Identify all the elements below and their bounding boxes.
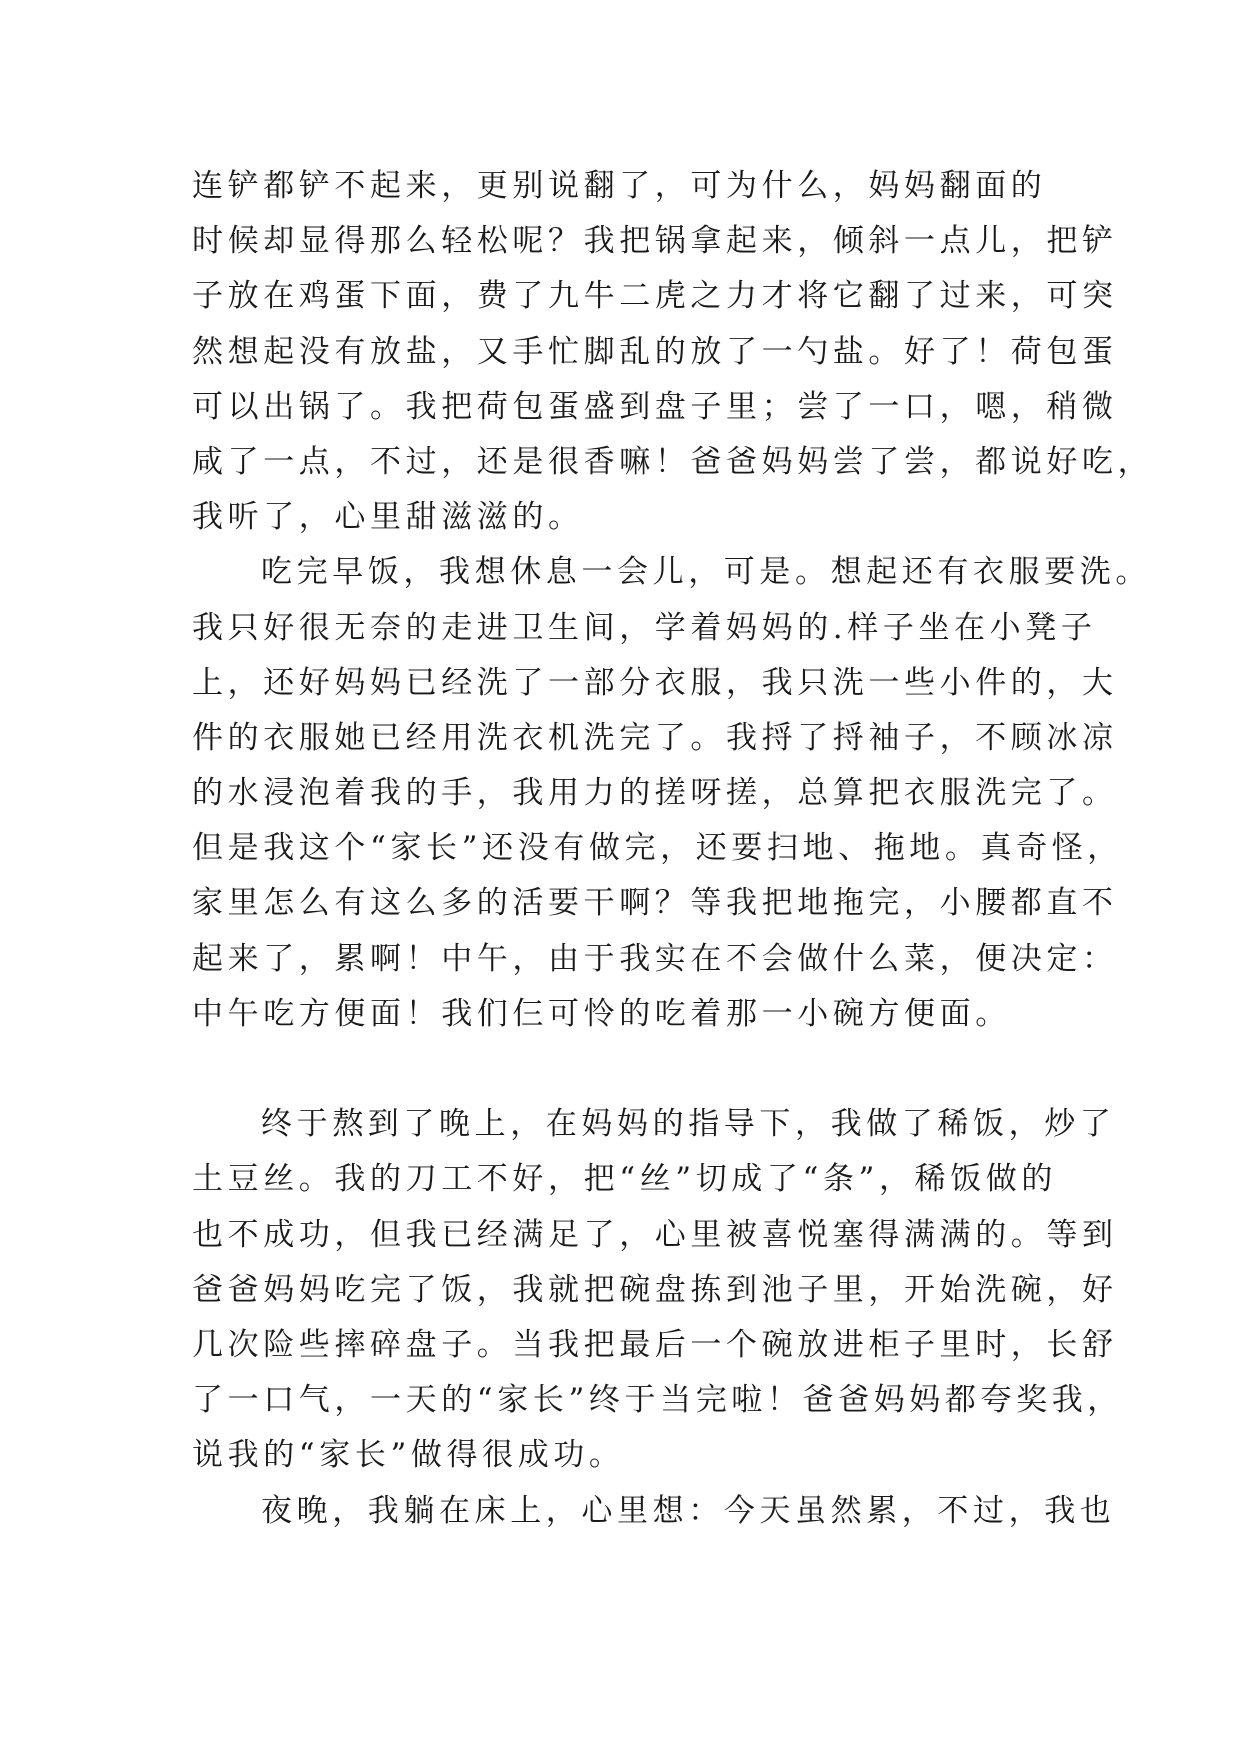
text-line: 但是我这个“家长”还没有做完，还要扫地、拖地。真奇怪，: [192, 830, 1123, 867]
text-line: 也不成功，但我已经满足了，心里被喜悦塞得满满的。等到: [192, 1216, 1118, 1253]
text-line: 起来了，累啊！中午，由于我实在不会做什么菜，便决定：: [192, 940, 1118, 977]
paragraph-first-line: 终于熬到了晚上，在妈妈的指导下，我做了稀饭，炒了: [261, 1106, 1116, 1143]
body-text: [192, 159, 1154, 1539]
text-line: 几次险些摔碎盘子。当我把最后一个碗放进柜子里时，长舒: [192, 1326, 1118, 1363]
text-line: 我听了，心里甜滋滋的。: [192, 499, 584, 536]
text-line: 然想起没有放盐，又手忙脚乱的放了一勺盐。好了！荷包蛋: [192, 333, 1118, 370]
text-line: 家里怎么有这么多的活要干啊？等我把地拖完，小腰都直不: [192, 885, 1118, 922]
text-line: 的水浸泡着我的手，我用力的搓呀搓，总算把衣服洗完了。: [192, 775, 1118, 812]
text-line: 我只好很无奈的走进卫生间，学着妈妈的.样子坐在小凳子: [192, 609, 1097, 646]
text-line: 爸爸妈妈吃完了饭，我就把碗盘拣到池子里，开始洗碗，好: [192, 1271, 1118, 1308]
text-line: 时候却显得那么轻松呢？我把锅拿起来，倾斜一点儿，把铲: [192, 223, 1118, 260]
text-line: 说我的“家长”做得很成功。: [192, 1437, 625, 1474]
text-line: 上，还好妈妈已经洗了一部分衣服，我只洗一些小件的，大: [192, 664, 1118, 701]
text-line: 件的衣服她已经用洗衣机洗完了。我捋了捋袖子，不顾冰凉: [192, 719, 1118, 756]
text-line: 可以出锅了。我把荷包蛋盛到盘子里；尝了一口，嗯，稍微: [192, 388, 1118, 425]
paragraph-first-line: 夜晚，我躺在床上，心里想：今天虽然累，不过，我也: [261, 1492, 1116, 1529]
text-line: 子放在鸡蛋下面，费了九牛二虎之力才将它翻了过来，可突: [192, 278, 1118, 315]
text-line: 连铲都铲不起来，更别说翻了，可为什么，妈妈翻面的: [192, 168, 1047, 204]
paragraph-first-line: 吃完早饭，我想休息一会儿，可是。想起还有衣服要洗。: [261, 554, 1151, 591]
text-line: 咸了一点，不过，还是很香嘛！爸爸妈妈尝了尝，都说好吃，: [192, 443, 1154, 480]
text-line: [192, 1042, 1052, 1097]
text-line: 土豆丝。我的刀工不好，把“丝”切成了“条”，稀饭做的: [192, 1161, 1057, 1198]
text-line: 了一口气，一天的“家长”终于当完啦！爸爸妈妈都夸奖我，: [192, 1382, 1123, 1419]
text-line: 中午吃方便面！我们仨可怜的吃着那一小碗方便面。: [192, 995, 1011, 1032]
